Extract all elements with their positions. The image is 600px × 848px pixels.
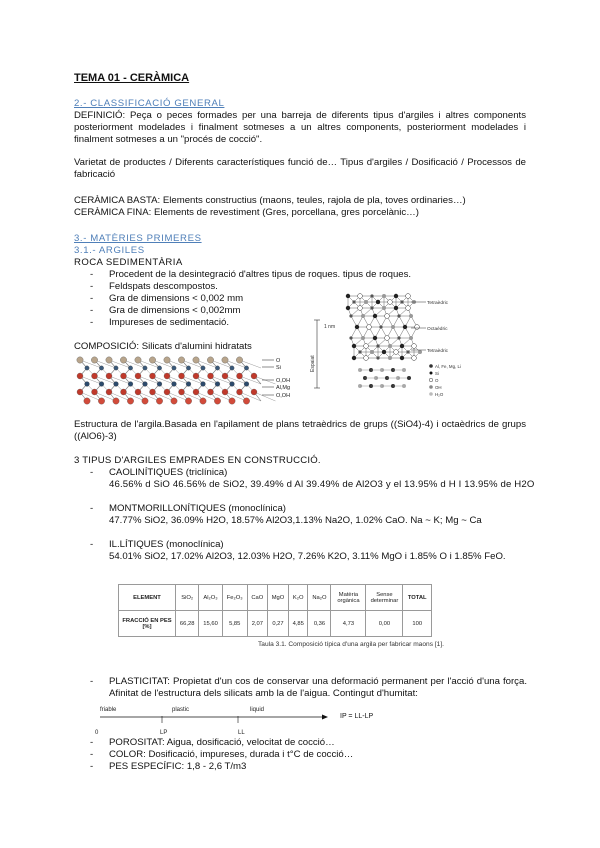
table-header-cell: Al₂O₃ (199, 585, 222, 611)
composicio-line (74, 341, 252, 353)
tipus-heading: 3 TIPUS D'ARGILES EMPRADES EN CONSTRUCCIÓ. (74, 455, 321, 466)
table-header-row (119, 585, 432, 611)
crystal-structure-figure (308, 290, 473, 408)
fina-label: CERÀMICA FINA: (74, 207, 152, 218)
composicio-label: COMPOSICIÓ: (74, 341, 140, 352)
chain-label-o: O (276, 358, 281, 364)
tetra-label-top: Tetraèdric (427, 301, 449, 306)
table-cell: 0,00 (366, 611, 403, 637)
ceramica-fina-line (74, 207, 419, 219)
plasticitat-item: - PLASTICITAT: Propietat d'un cos de conservar una deformació permanent per l'acció d'una força. Afinitat de l'estructura dels silicats amb la de l'aigua. Contingut d'humitat: (90, 676, 527, 699)
chain-label-al-mg: Al,Mg (276, 385, 291, 391)
basta-text: Elements constructius (maons, teules, rajola de pla, toves ordinaries…) (162, 195, 466, 206)
legend-label: OH (435, 385, 442, 390)
table-header-cell: K₂O (288, 585, 308, 611)
table-header-cell: CaO (247, 585, 267, 611)
scale-mark: LP (160, 730, 168, 736)
table-header-cell: Na₂O (308, 585, 331, 611)
property-label: PES ESPECÍFIC: (109, 761, 185, 772)
table-header-cell: SiO₂ (176, 585, 199, 611)
properties-list: - POROSITAT: Aigua, dosificació, velocitat de cocció… - COLOR: Dosificació, impureses, durada i t°C de cocció… - PES ESPECÍFIC: 1,8 - 2,6 T/m3 (90, 737, 354, 772)
plasticity-formula: IP = LL-LP (340, 713, 374, 720)
chain-label-si: Si (276, 365, 281, 371)
table-row-label: FRACCIÓ EN PES [%] (119, 611, 176, 637)
definicio-text: Peça o peces formades per una barreja de diferents tipus d'argiles i altres components posteriorment modelades i finalment sotmeses a un altres components, posteriorment modelades i finalment sotmeses a un "procés de cocció". (74, 110, 526, 145)
plasticity-scale (90, 705, 390, 737)
table-cell: 0,27 (267, 611, 288, 637)
table-row (119, 611, 432, 637)
structure-paragraph: Estructura de l'argila.Basada en l'apilament de plans tetraèdrics de grups ((SiO4)-4) i octaèdrics de grups ((AlO6)-3) (74, 419, 526, 442)
basta-label: CERÀMICA BASTA: (74, 195, 161, 206)
definicio-paragraph (74, 110, 526, 146)
table-cell: 100 (403, 611, 432, 637)
section-heading-classificacio: 2.- CLASSIFICACIÓ GENERAL (74, 98, 225, 109)
table-caption: Taula 3.1. Composició típica d'una argila per fabricar maons [1]. (258, 641, 444, 648)
clay-composition: 47.77% SiO2, 36.09% H2O, 18.57% Al2O3,1.13% Na2O, 1.02% CaO. Na ~ K; Mg ~ Ca (109, 515, 482, 526)
composition-table (118, 584, 432, 637)
definicio-label: DEFINICIÓ: (74, 110, 126, 121)
legend-label: O (435, 378, 439, 383)
page-title: TEMA 01 - CERÀMICA (74, 72, 190, 84)
tetra-label-bottom: Tetraèdric (427, 349, 449, 354)
scale-state: liquid (250, 707, 265, 713)
property-label: COLOR: (109, 749, 146, 760)
table-cell: 4,85 (288, 611, 308, 637)
subsection-heading-argiles: 3.1.- ARGILES (74, 245, 145, 256)
scale-mark: 0 (95, 730, 99, 736)
crystal-net (346, 294, 422, 388)
property-label: POROSITAT: (109, 737, 165, 748)
roca-sedimentaria-label: ROCA SEDIMENTÀRIA (74, 257, 183, 268)
table-cell: 66,28 (176, 611, 199, 637)
crystal-legend (429, 364, 461, 397)
table-cell: 2,07 (247, 611, 267, 637)
section-heading-materies: 3.- MATÈRIES PRIMERES (74, 233, 202, 244)
scale-mark: LL (238, 730, 245, 736)
legend-label: H₂O (435, 392, 444, 397)
plasticitat-text: PLASTICITAT: Propietat d'un cos de conservar una deformació permanent per l'acció d'una força. Afinitat de l'estructura dels silicats amb la de l'aigua. Contingut d'humitat: (109, 676, 527, 699)
table-header-cell: ELEMENT (119, 585, 176, 611)
chain-label-o-oh-2: O,OH (276, 393, 291, 399)
plasticitat-label: PLASTICITAT: (109, 676, 170, 687)
table-header-cell: TOTAL (403, 585, 432, 611)
table-header-cell: MgO (267, 585, 288, 611)
octa-label: Octaèdric (427, 327, 448, 332)
roca-list: - Procedent de la desintegració d'altres tipus de roques. tipus de roques. - Feldspats descompostos. - Gra de dimensions < 0,002 mm - Gra de dimensions < 0,002mm - Impureses de sedimentació. (90, 269, 412, 328)
table-header-cell: Matèria orgànica (331, 585, 366, 611)
clay-composition: 46.56% d SiO 46.56% de SiO2, 39.49% d Al 39.49% de Al2O3 y el 13.95% d H I 13.95% de H2O (109, 479, 535, 490)
clay-composition: 54.01% SiO2, 17.02% Al2O3, 12.03% H2O, 7.26% K2O, 3.11% MgO i 1.85% O i 1.85% FeO. (109, 551, 506, 562)
composicio-text: Silicats d'alumini hidratats (141, 341, 252, 352)
table-cell: 5,85 (222, 611, 247, 637)
table-cell: 0,36 (308, 611, 331, 637)
table-cell: 4,73 (331, 611, 366, 637)
scale-arrow (322, 715, 328, 720)
chain-atoms (77, 357, 257, 404)
table-header-cell: Sense determinar (366, 585, 403, 611)
legend-label: Al, Fe, Mg, Li (435, 364, 461, 369)
ceramica-basta-line (74, 195, 466, 207)
scale-state: friable (100, 707, 117, 713)
table-header-cell: Fe₂O₃ (222, 585, 247, 611)
varietat-paragraph: Varietat de productes / Diferents característiques funció de… Tipus d'argiles / Dosificació / Processos de fabricació (74, 157, 526, 180)
clay-chain-figure (74, 354, 306, 414)
table-cell: 15,60 (199, 611, 222, 637)
spacing-label: Espaiat (310, 355, 316, 372)
nm-label: 1 nm (324, 324, 336, 330)
legend-label: Si (435, 371, 439, 376)
chain-label-o-oh: O,OH (276, 378, 291, 384)
scale-state: plastic (172, 707, 190, 713)
clay-types-list: - CAOLINÍTIQUES (triclínica) 46.56% d SiO 46.56% de SiO2, 39.49% d Al 39.49% de Al2O3 y el 13.95% d H I 13.95% de H2O - MONTMORILLONÍTIQUES (monoclínica) 47.77% SiO2, 36.09% H2O, 18.57% Al2O3,1.13% Na2O, 1.02% CaO. Na ~ K; Mg ~ Ca - IL.LÍTIQUES (monoclínica) 54.01% SiO2, 17.02% Al2O3, 12.03% H2O, 7.26% K2O, 3.11% MgO i 1.85% O i 1.85% FeO. (90, 467, 535, 562)
fina-text: Elements de revestiment (Gres, porcellana, gres porcelànic…) (153, 207, 419, 218)
